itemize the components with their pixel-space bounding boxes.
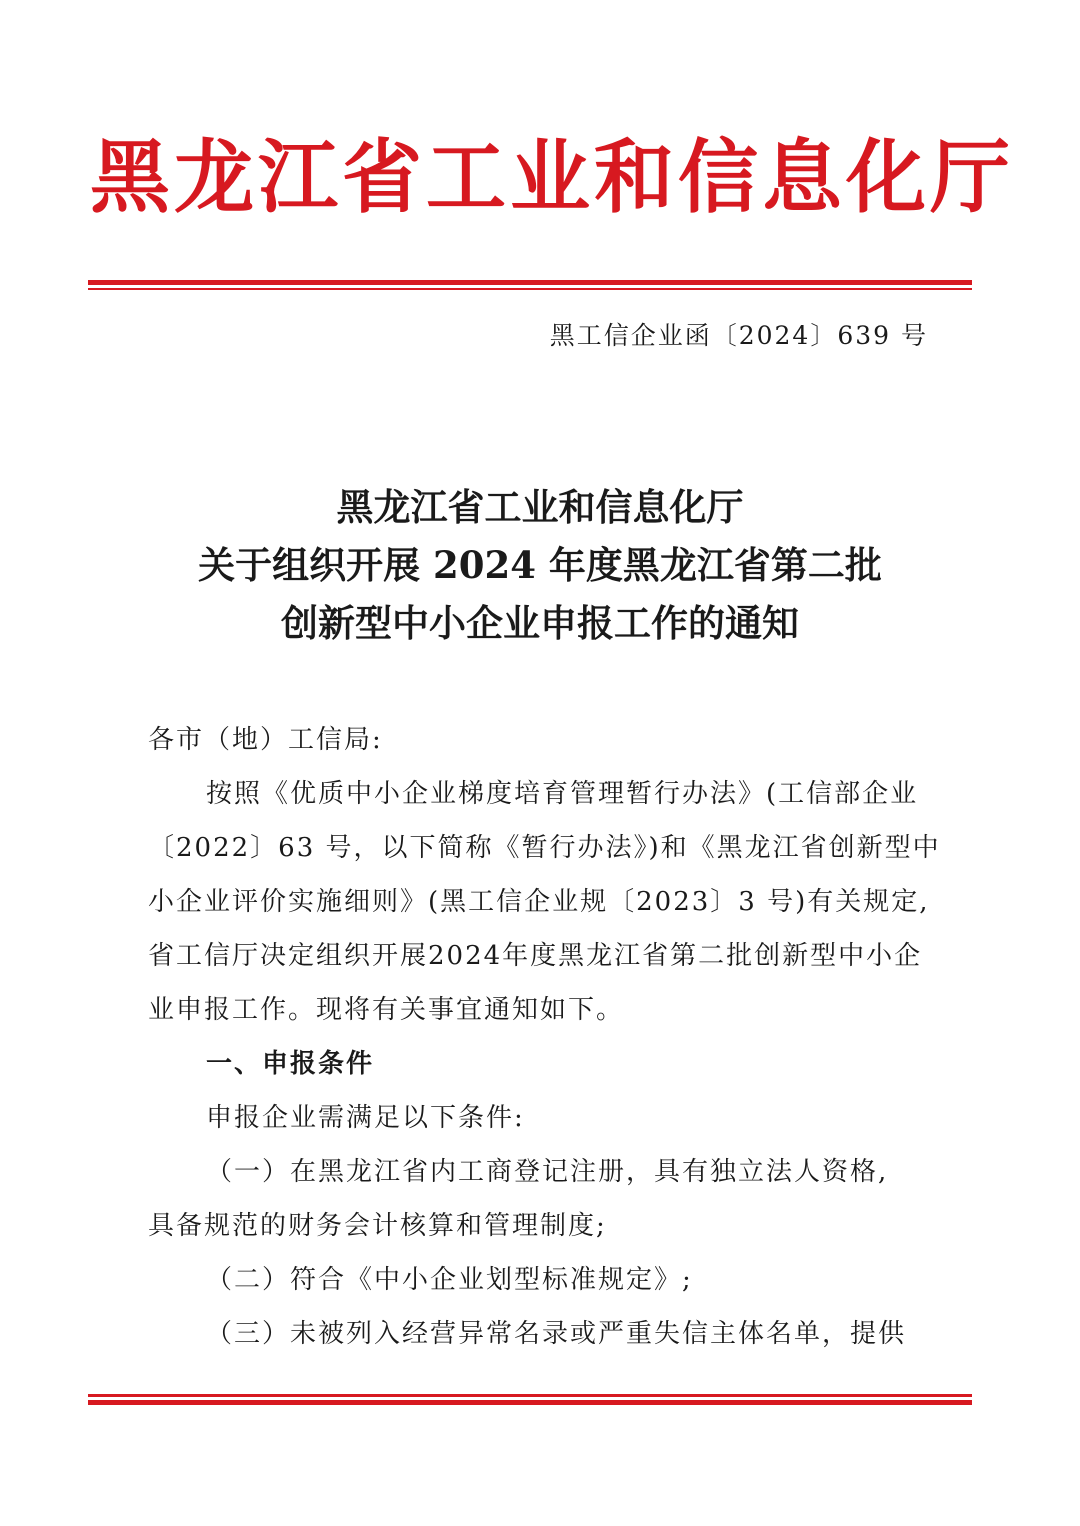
- title-line-3: 创新型中小企业申报工作的通知: [281, 601, 799, 645]
- salutation: 各市（地）工信局:: [148, 725, 383, 755]
- masthead-red-rule: [88, 280, 972, 290]
- paragraph-1-line-5: 业申报工作。现将有关事宜通知如下。: [148, 995, 625, 1025]
- condition-1-line-1: （一）在黑龙江省内工商登记注册，具有独立法人资格,: [206, 1157, 889, 1187]
- condition-3-line-1: （三）未被列入经营异常名录或严重失信主体名单，提供: [206, 1319, 907, 1349]
- document-number: 黑工信企业函〔2024〕639 号: [549, 321, 928, 350]
- paragraph-1-line-2: 〔2022〕63 号，以下简称《暂行办法》)和《黑龙江省创新型中: [148, 833, 941, 863]
- title-line-1: 黑龙江省工业和信息化厅: [336, 485, 744, 529]
- masthead-agency-name: 黑龙江省工业和信息化厅: [90, 131, 1014, 224]
- red-rule-thin: [88, 288, 972, 290]
- footer-red-rule: [88, 1394, 972, 1405]
- paragraph-1-line-4: 省工信厅决定组织开展2024年度黑龙江省第二批创新型中小企: [148, 941, 923, 971]
- conditions-intro: 申报企业需满足以下条件:: [206, 1103, 525, 1133]
- document-body: [148, 713, 941, 1361]
- paragraph-1-line-3: 小企业评价实施细则》(黑工信企业规〔2023〕3 号)有关规定,: [148, 887, 930, 917]
- condition-1-line-2: 具备规范的财务会计核算和管理制度;: [148, 1211, 607, 1241]
- section-1-heading: 一、申报条件: [206, 1049, 375, 1079]
- document-title: [90, 478, 990, 652]
- paragraph-1-line-1: 按照《优质中小企业梯度培育管理暂行办法》(工信部企业: [206, 779, 919, 809]
- title-line-2: 关于组织开展 2024 年度黑龙江省第二批: [198, 543, 882, 587]
- footer-rule-thick: [88, 1400, 972, 1405]
- condition-2: （二）符合《中小企业划型标准规定》;: [206, 1265, 693, 1295]
